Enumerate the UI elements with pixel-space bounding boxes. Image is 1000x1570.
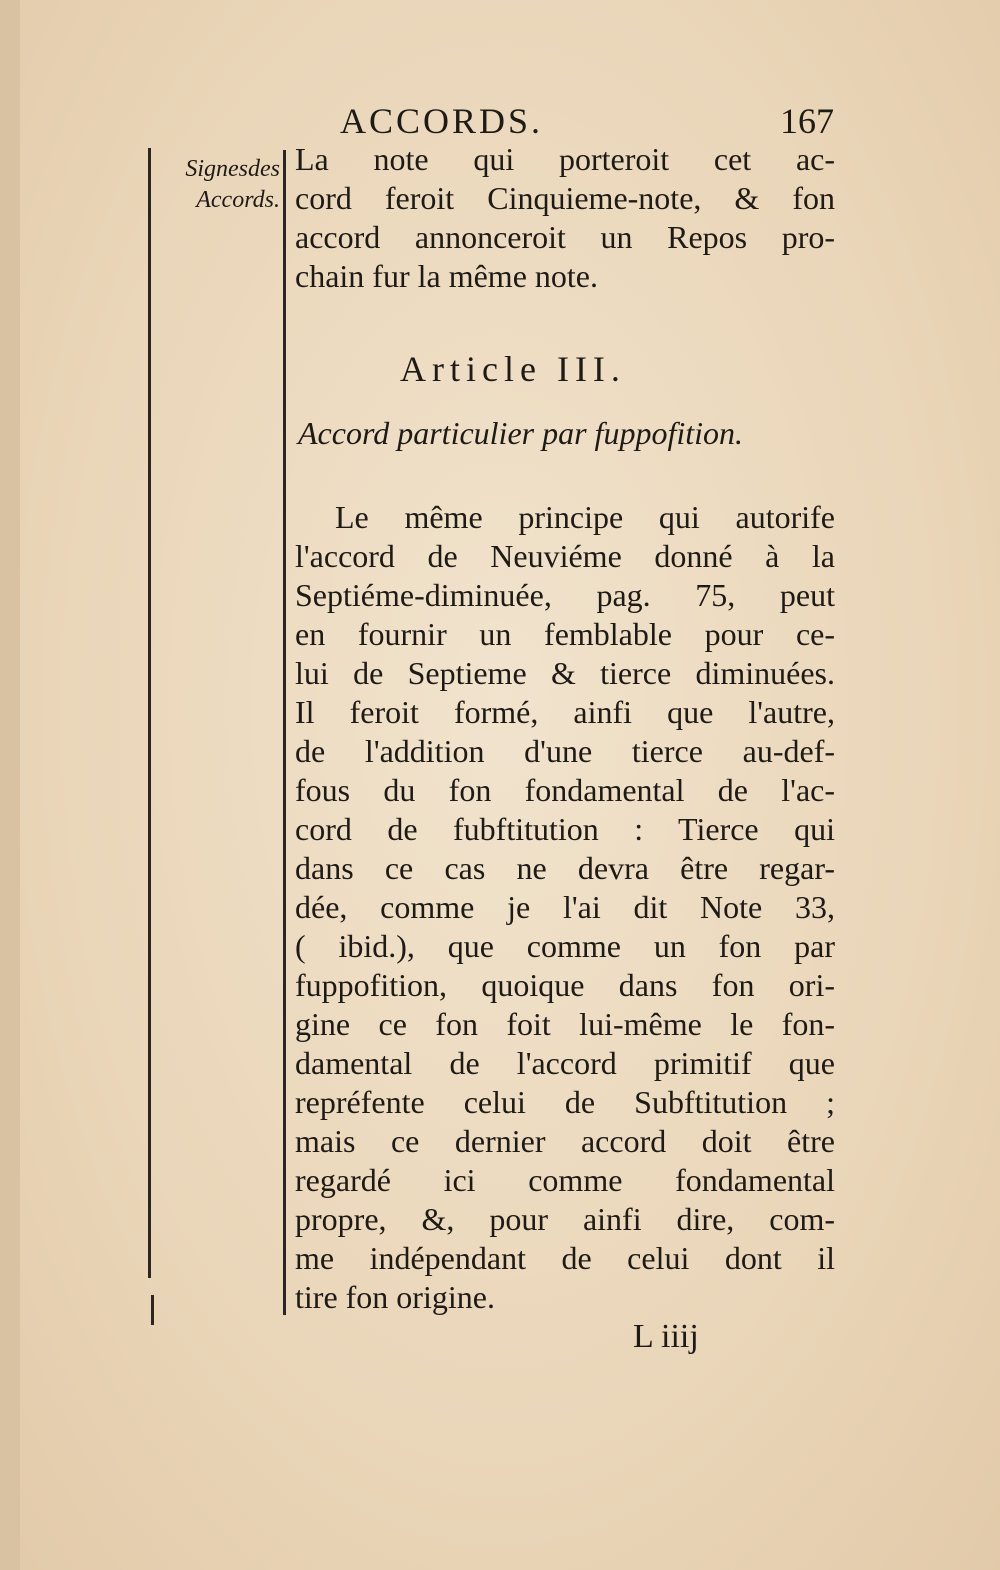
text-line: cord de fubftitution : Tierce qui [295, 811, 835, 847]
text-line: Le même principe qui autorife [335, 499, 835, 535]
text-line: en fournir un femblable pour ce- [295, 616, 835, 652]
text-line: accord annonceroit un Repos pro- [295, 219, 835, 255]
text-line: ( ibid.), que comme un fon par [295, 928, 835, 964]
text-line: de l'addition d'une tierce au-def- [295, 733, 835, 769]
text-line: me indépendant de celui dont il [295, 1240, 835, 1276]
text-line: dée, comme je l'ai dit Note 33, [295, 889, 835, 925]
text-line: l'accord de Neuviéme donné à la [295, 538, 835, 574]
text-line: fous du fon fondamental de l'ac- [295, 772, 835, 808]
page-number: 167 [780, 101, 834, 141]
paragraph-1 [295, 140, 835, 296]
margin-note-line: Signesdes [185, 156, 280, 182]
margin-rule [148, 148, 151, 1278]
signature-mark: L iiij [633, 1318, 699, 1355]
margin-note [155, 154, 280, 216]
text-line: La note qui porteroit cet ac- [295, 141, 835, 177]
text-line: lui de Septieme & tierce diminuées. [295, 655, 835, 691]
text-line: dans ce cas ne devra être regar- [295, 850, 835, 886]
margin-rule-tick [151, 1295, 154, 1325]
text-line: tire fon origine. [295, 1279, 495, 1315]
page-edge [0, 0, 20, 1570]
text-line: gine ce fon foit lui-même le fon- [295, 1006, 835, 1042]
paragraph-2 [295, 498, 835, 1317]
text-line: Septiéme-diminuée, pag. 75, peut [295, 577, 835, 613]
text-line: mais ce dernier accord doit être [295, 1123, 835, 1159]
text-line: fuppofition, quoique dans fon ori- [295, 967, 835, 1003]
running-header: ACCORDS. [340, 101, 544, 141]
article-subtitle: Accord particulier par fuppofition. [298, 415, 743, 451]
text-line: propre, &, pour ainfi dire, com- [295, 1201, 835, 1237]
text-line: chain fur la même note. [295, 258, 598, 294]
article-heading: Article III. [400, 349, 626, 389]
text-line: cord feroit Cinquieme-note, & fon [295, 180, 835, 216]
text-rule [283, 150, 286, 1315]
text-line: regardé ici comme fondamental [295, 1162, 835, 1198]
margin-note-line: Accords. [196, 187, 280, 213]
text-line: repréfente celui de Subftitution ; [295, 1084, 835, 1120]
text-line: damental de l'accord primitif que [295, 1045, 835, 1081]
text-line: Il feroit formé, ainfi que l'autre, [295, 694, 835, 730]
